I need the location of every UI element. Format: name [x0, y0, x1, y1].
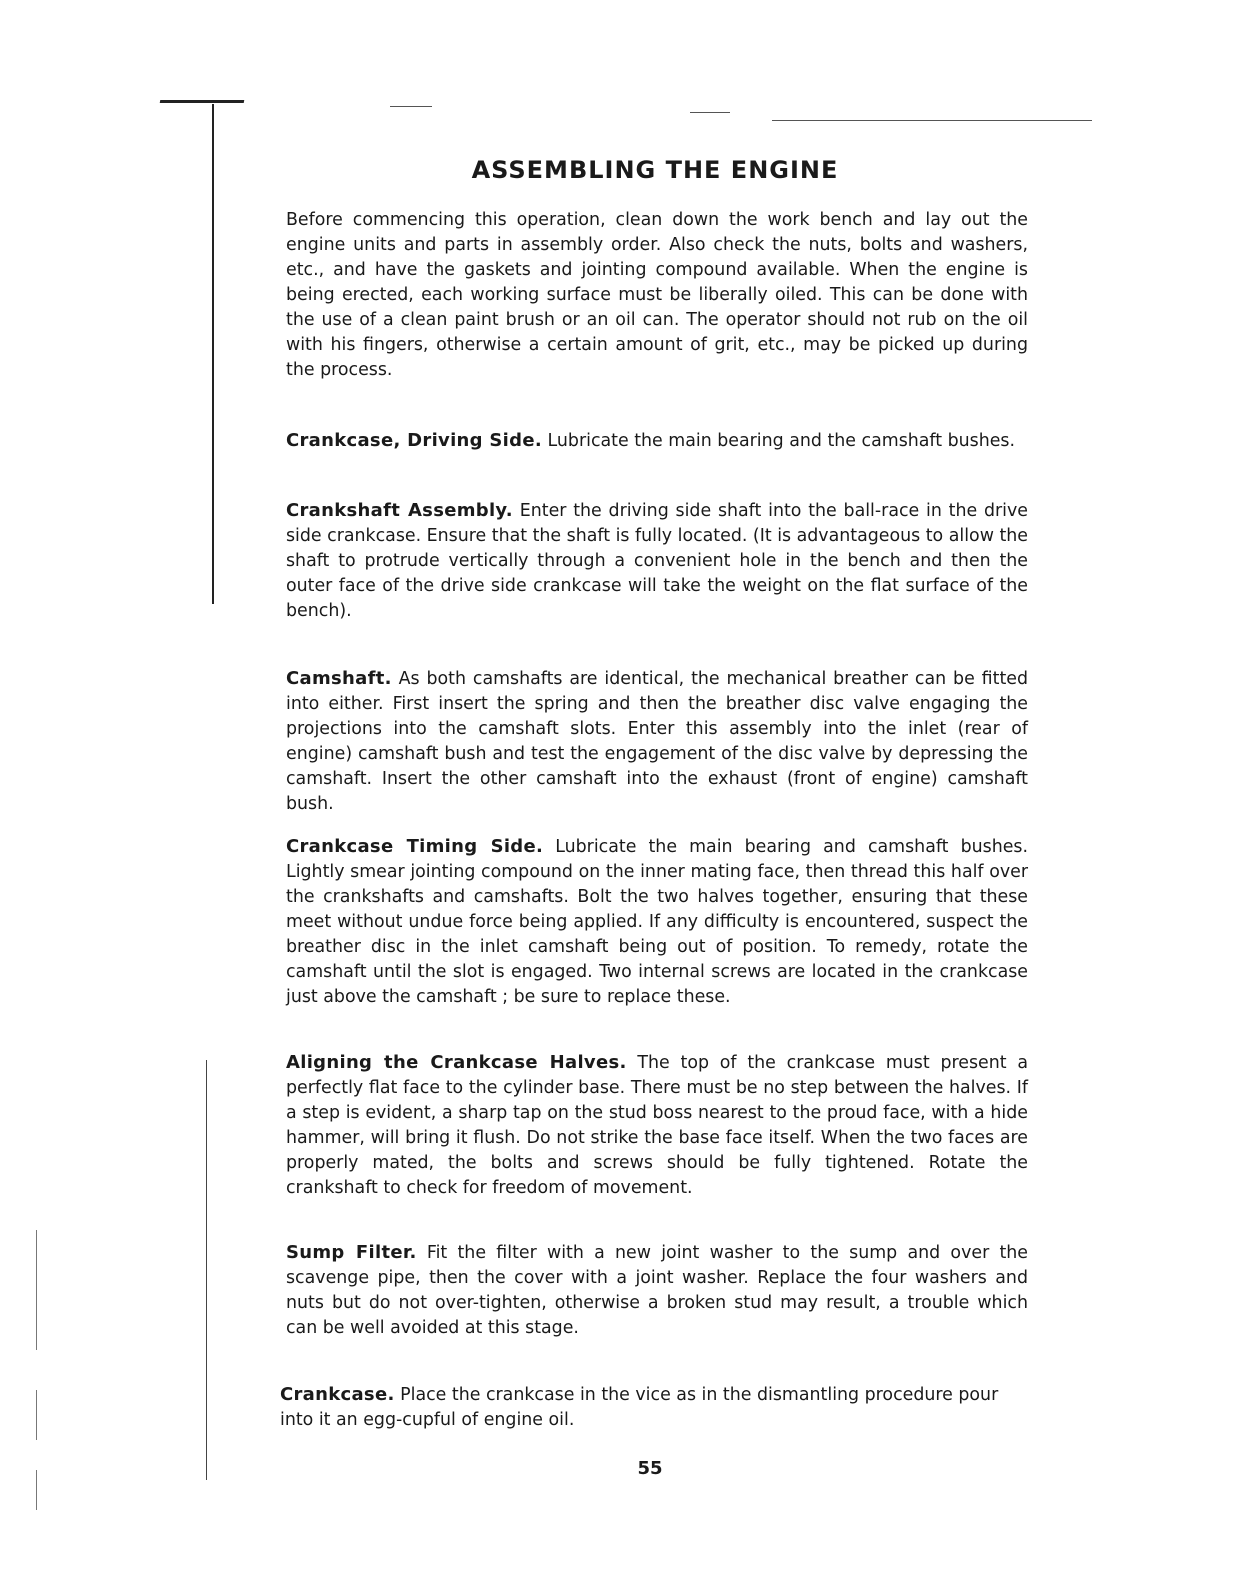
section-crankcase: [280, 1382, 1000, 1433]
page-number: 55: [637, 1458, 663, 1479]
scan-rule: [390, 106, 432, 107]
section-text: The top of the crankcase must present a perfectly flat face to the cylinder base. There must be no step between the halves. If a step is evident, a sharp tap on the stud boss nearest to the proud face, with a hide hammer, will bring it flush. Do not strike the base face itself. When the two faces are properly mated, the bolts and screws should be fully tightened. Rotate the crankshaft to check for freedom of movement.: [286, 1053, 1028, 1198]
section-text: Place the crankcase in the vice as in the dismantling procedure pour into it an egg-cupful of engine oil.: [280, 1385, 999, 1430]
section-crankshaft-assembly: [286, 498, 1028, 624]
binding-edge-line-lower: [206, 1060, 207, 1480]
edge-scan-mark: [36, 1310, 37, 1350]
section-heading: Sump Filter.: [286, 1242, 417, 1263]
edge-scan-mark: [36, 1470, 37, 1510]
section-text: As both camshafts are identical, the mechanical breather can be fitted into either. First insert the spring and then the breather disc valve engaging the projections into the camshaft slots. Enter this assembly into the inlet (rear of engine) camshaft bush and test the engagement of the disc valve by depressing the camshaft. Insert the other camshaft into the exhaust (front of engine) camshaft bush.: [286, 669, 1029, 814]
section-heading: Crankcase, Driving Side.: [286, 430, 542, 451]
page-title: ASSEMBLING THE ENGINE: [471, 156, 839, 184]
scan-rule: [772, 120, 1092, 121]
scan-rule: [690, 112, 730, 113]
section-heading: Aligning the Crankcase Halves.: [286, 1052, 627, 1073]
section-text: Lubricate the main bearing and the camshaft bushes.: [547, 431, 1016, 451]
section-aligning-crankcase-halves: [286, 1050, 1028, 1201]
section-heading: Crankshaft Assembly.: [286, 500, 513, 521]
section-camshaft: [286, 666, 1028, 817]
section-sump-filter: [286, 1240, 1028, 1341]
section-crankcase-driving-side: [286, 428, 1028, 454]
section-text: Enter the driving side shaft into the ball-race in the drive side crankcase. Ensure that the shaft is fully located. (It is advantageous to allow the shaft to protrude vertically through a convenient hole in the bench and then the outer face of the drive side crankcase will take the weight on the flat surface of the bench).: [286, 501, 1028, 621]
section-heading: Crankcase Timing Side.: [286, 836, 544, 857]
section-heading: Camshaft.: [286, 668, 392, 689]
section-text: Fit the filter with a new joint washer to the sump and over the scavenge pipe, then the cover with a joint washer. Replace the four washers and nuts but do not over-tighten, otherwise a broken stud may result, a trouble which can be well avoided at this stage.: [286, 1243, 1028, 1338]
binding-edge-mark: [160, 100, 245, 103]
section-text: Lubricate the main bearing and camshaft bushes. Lightly smear jointing compound on the inner mating face, then thread this half over the crankshafts and camshafts. Bolt the two halves together, ensuring that these meet without undue force being applied. If any difficulty is encountered, suspect the breather disc in the inlet camshaft being out of position. To remedy, rotate the camshaft until the slot is engaged. Two internal screws are located in the crankcase just above the camshaft ; be sure to replace these.: [286, 837, 1028, 1007]
section-heading: Crankcase.: [280, 1384, 395, 1405]
section-crankcase-timing-side: [286, 834, 1028, 1010]
intro-paragraph: Before commencing this operation, clean down the work bench and lay out the engine units and parts in assembly order. Also check the nuts, bolts and washers, etc., and have the gaskets and jointing compound available. When the engine is being erected, each working surface must be liberally oiled. This can be done with the use of a clean paint brush or an oil can. The operator should not rub on the oil with his fingers, otherwise a certain amount of grit, etc., may be picked up during the process.: [286, 210, 1028, 380]
edge-scan-mark: [36, 1390, 37, 1440]
edge-scan-mark: [36, 1230, 37, 1310]
